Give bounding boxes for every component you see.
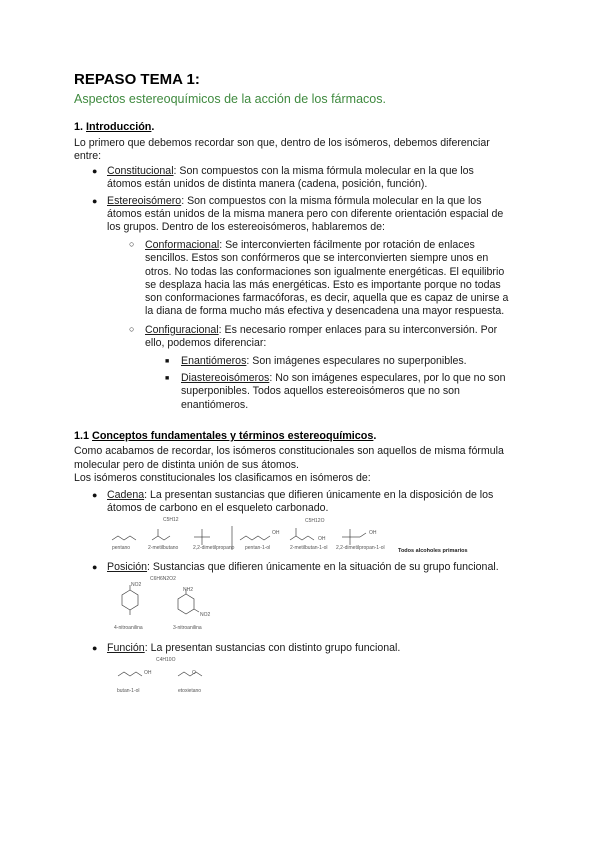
conformacional-line-3: otros. No todas las conformaciones son igualmente energéticas. El equilibrio <box>145 266 505 278</box>
constitucional-line-1 <box>107 165 474 178</box>
label-2-metilbutano: 2-metilbutano <box>148 545 179 551</box>
pentane-structure <box>112 536 136 540</box>
conformacional-line-5: son conformaciones farmacóforas, es decir, aquella que es capaz de unirse a <box>145 292 509 304</box>
section-1-intro-line-2: entre: <box>74 150 102 162</box>
bullet-icon: ● <box>92 562 98 572</box>
constitucional-text: : Son compuestos con la misma fórmula molecular en la que los <box>173 165 474 177</box>
estereoisomero-line-2: átomos están unidos de la misma manera pero con diferente orientación espacial de <box>107 208 504 220</box>
constitucional-term: Constitucional <box>107 165 174 177</box>
bullet-icon: ● <box>92 643 98 653</box>
cadena-line-2: átomos de carbono en el esqueleto carbonado. <box>107 502 329 514</box>
circle-bullet-icon: ○ <box>129 324 135 334</box>
cadena-text: : La presentan sustancias que difieren únicamente en la disposición de los <box>144 489 494 501</box>
conformacional-text: : Se interconvierten fácilmente por rotación de enlaces <box>219 239 475 251</box>
diastereoisomeros-line-3: enantiómeros. <box>181 399 249 411</box>
funcion-line-1 <box>107 642 400 655</box>
nitroaniline-4-ring <box>122 590 138 610</box>
posicion-no2-a: NO2 <box>131 582 142 588</box>
estereoisomero-term: Estereoisómero <box>107 195 182 207</box>
cadena-oh-3: OH <box>369 530 377 536</box>
nitroaniline-3-ring <box>178 594 194 614</box>
enantiomeros-text: : Son imágenes especulares no superponibles. <box>246 355 467 367</box>
label-2-2-dimetilpropan-1-ol: 2,2-dimetilpropan-1-ol <box>336 545 385 551</box>
square-bullet-icon: ■ <box>165 358 170 365</box>
estereoisomero-line-1 <box>107 195 482 208</box>
bullet-icon: ● <box>92 490 98 500</box>
section-1-1-title: Conceptos fundamentales y términos estereoquímicos <box>92 430 374 442</box>
configuracional-term: Configuracional <box>145 324 219 336</box>
section-1-1-title-end: . <box>373 430 377 442</box>
posicion-formula: C6H6N2O2 <box>150 576 176 582</box>
cadena-oh-1: OH <box>272 530 280 536</box>
butanol-structure <box>118 672 142 676</box>
posicion-line-1 <box>107 561 499 574</box>
section-1-1-para-line-1: Como acabamos de recordar, los isómeros constitucionales son aquellos de misma fórmula <box>74 445 504 457</box>
document-subtitle: Aspectos estereoquímicos de la acción de los fármacos. <box>74 92 386 106</box>
cadena-formula-1: C5H12 <box>163 517 179 523</box>
methylbutane-structure <box>152 536 170 540</box>
diastereoisomeros-term: Diastereoisómeros <box>181 372 270 384</box>
section-1-heading <box>74 121 154 133</box>
label-2-metilbutan-1-ol: 2-metilbutan-1-ol <box>290 545 328 551</box>
cadena-formula-2: C5H12O <box>305 518 325 524</box>
label-4-nitroanilina: 4-nitroanilina <box>114 625 143 631</box>
configuracional-line-1 <box>145 324 497 337</box>
posicion-nh2: NH2 <box>183 587 194 593</box>
section-1-number: 1. <box>74 121 84 133</box>
posicion-no2-b: NO2 <box>200 612 211 618</box>
diastereoisomeros-line-1 <box>181 372 505 385</box>
funcion-formula: C4H10O <box>156 657 176 663</box>
label-butan-1-ol: butan-1-ol <box>117 688 140 694</box>
funcion-oh: OH <box>144 670 152 676</box>
section-1-1-para-line-3: Los isómeros constitucionales los clasificamos en isómeros de: <box>74 472 371 484</box>
bullet-icon: ● <box>92 166 98 176</box>
section-1-1-number: 1.1 <box>74 430 90 442</box>
section-1-intro-line-1: Lo primero que debemos recordar son que, dentro de los isómeros, debemos diferenciar <box>74 137 490 149</box>
enantiomeros-line-1 <box>181 355 467 368</box>
diastereoisomeros-line-2: superponibles. Todos aquellos estereoisómeros que no son <box>181 385 460 397</box>
conformacional-line-4: se desplaza hacia las más energéticas. Esto es importante porque no todas <box>145 279 501 291</box>
conformacional-line-6: la diana de forma mucho más efectiva y desencadena una mayor respuesta. <box>145 305 505 317</box>
label-pentan-1-ol: pentan-1-ol <box>245 545 271 551</box>
conformacional-line-2: sencillos. Estos son confórmeros que se interconvierten siempre unos en <box>145 252 489 264</box>
bullet-icon: ● <box>92 196 98 206</box>
conformacional-line-1 <box>145 239 475 252</box>
label-pentano: pentano <box>112 545 131 551</box>
label-2-2-dimetilpropano: 2,2-dimetilpropano <box>193 545 235 551</box>
estereoisomero-line-3: los grupos. Dentro de los estereoisómeros, hablaremos de: <box>107 221 385 233</box>
conformacional-term: Conformacional <box>145 239 220 251</box>
pentanol-structure <box>240 536 270 540</box>
funcion-structures <box>112 664 232 684</box>
document-title: REPASO TEMA 1: <box>74 71 200 88</box>
methylbutanol-structure <box>290 536 308 540</box>
diastereoisomeros-text: : No son imágenes especulares, por lo que no son <box>269 372 506 384</box>
configuracional-line-2: ello, podemos diferenciar: <box>145 337 267 349</box>
section-1-1-para-line-2: molecular pero de distinta unión de sus átomos. <box>74 459 299 471</box>
square-bullet-icon: ■ <box>165 375 170 382</box>
ethoxyethane-structure <box>178 672 202 676</box>
section-1-title-end: . <box>151 121 155 133</box>
posicion-text: : Sustancias que difieren únicamente en la situación de su grupo funcional. <box>147 561 499 573</box>
cadena-term: Cadena <box>107 489 145 501</box>
cadena-line-1 <box>107 489 493 502</box>
estereoisomero-text: : Son compuestos con la misma fórmula molecular en la que los <box>181 195 482 207</box>
cadena-oh-2: OH <box>318 536 326 542</box>
circle-bullet-icon: ○ <box>129 239 135 249</box>
funcion-o: O <box>192 670 196 676</box>
enantiomeros-term: Enantiómeros <box>181 355 247 367</box>
funcion-text: : La presentan sustancias con distinto grupo funcional. <box>144 642 401 654</box>
constitucional-line-2: átomos están unidos de distinta manera (cadena, posición, función). <box>107 178 428 190</box>
label-3-nitroanilina: 3-nitroanilina <box>173 625 202 631</box>
posicion-term: Posición <box>107 561 148 573</box>
funcion-term: Función <box>107 642 145 654</box>
section-1-title: Introducción <box>86 121 152 133</box>
section-1-1-heading <box>74 430 376 442</box>
label-etoxietano: etoxietano <box>178 688 202 694</box>
cadena-note: Todos alcoholes primarios <box>398 548 468 554</box>
configuracional-text: : Es necesario romper enlaces para su interconversión. Por <box>218 324 498 336</box>
